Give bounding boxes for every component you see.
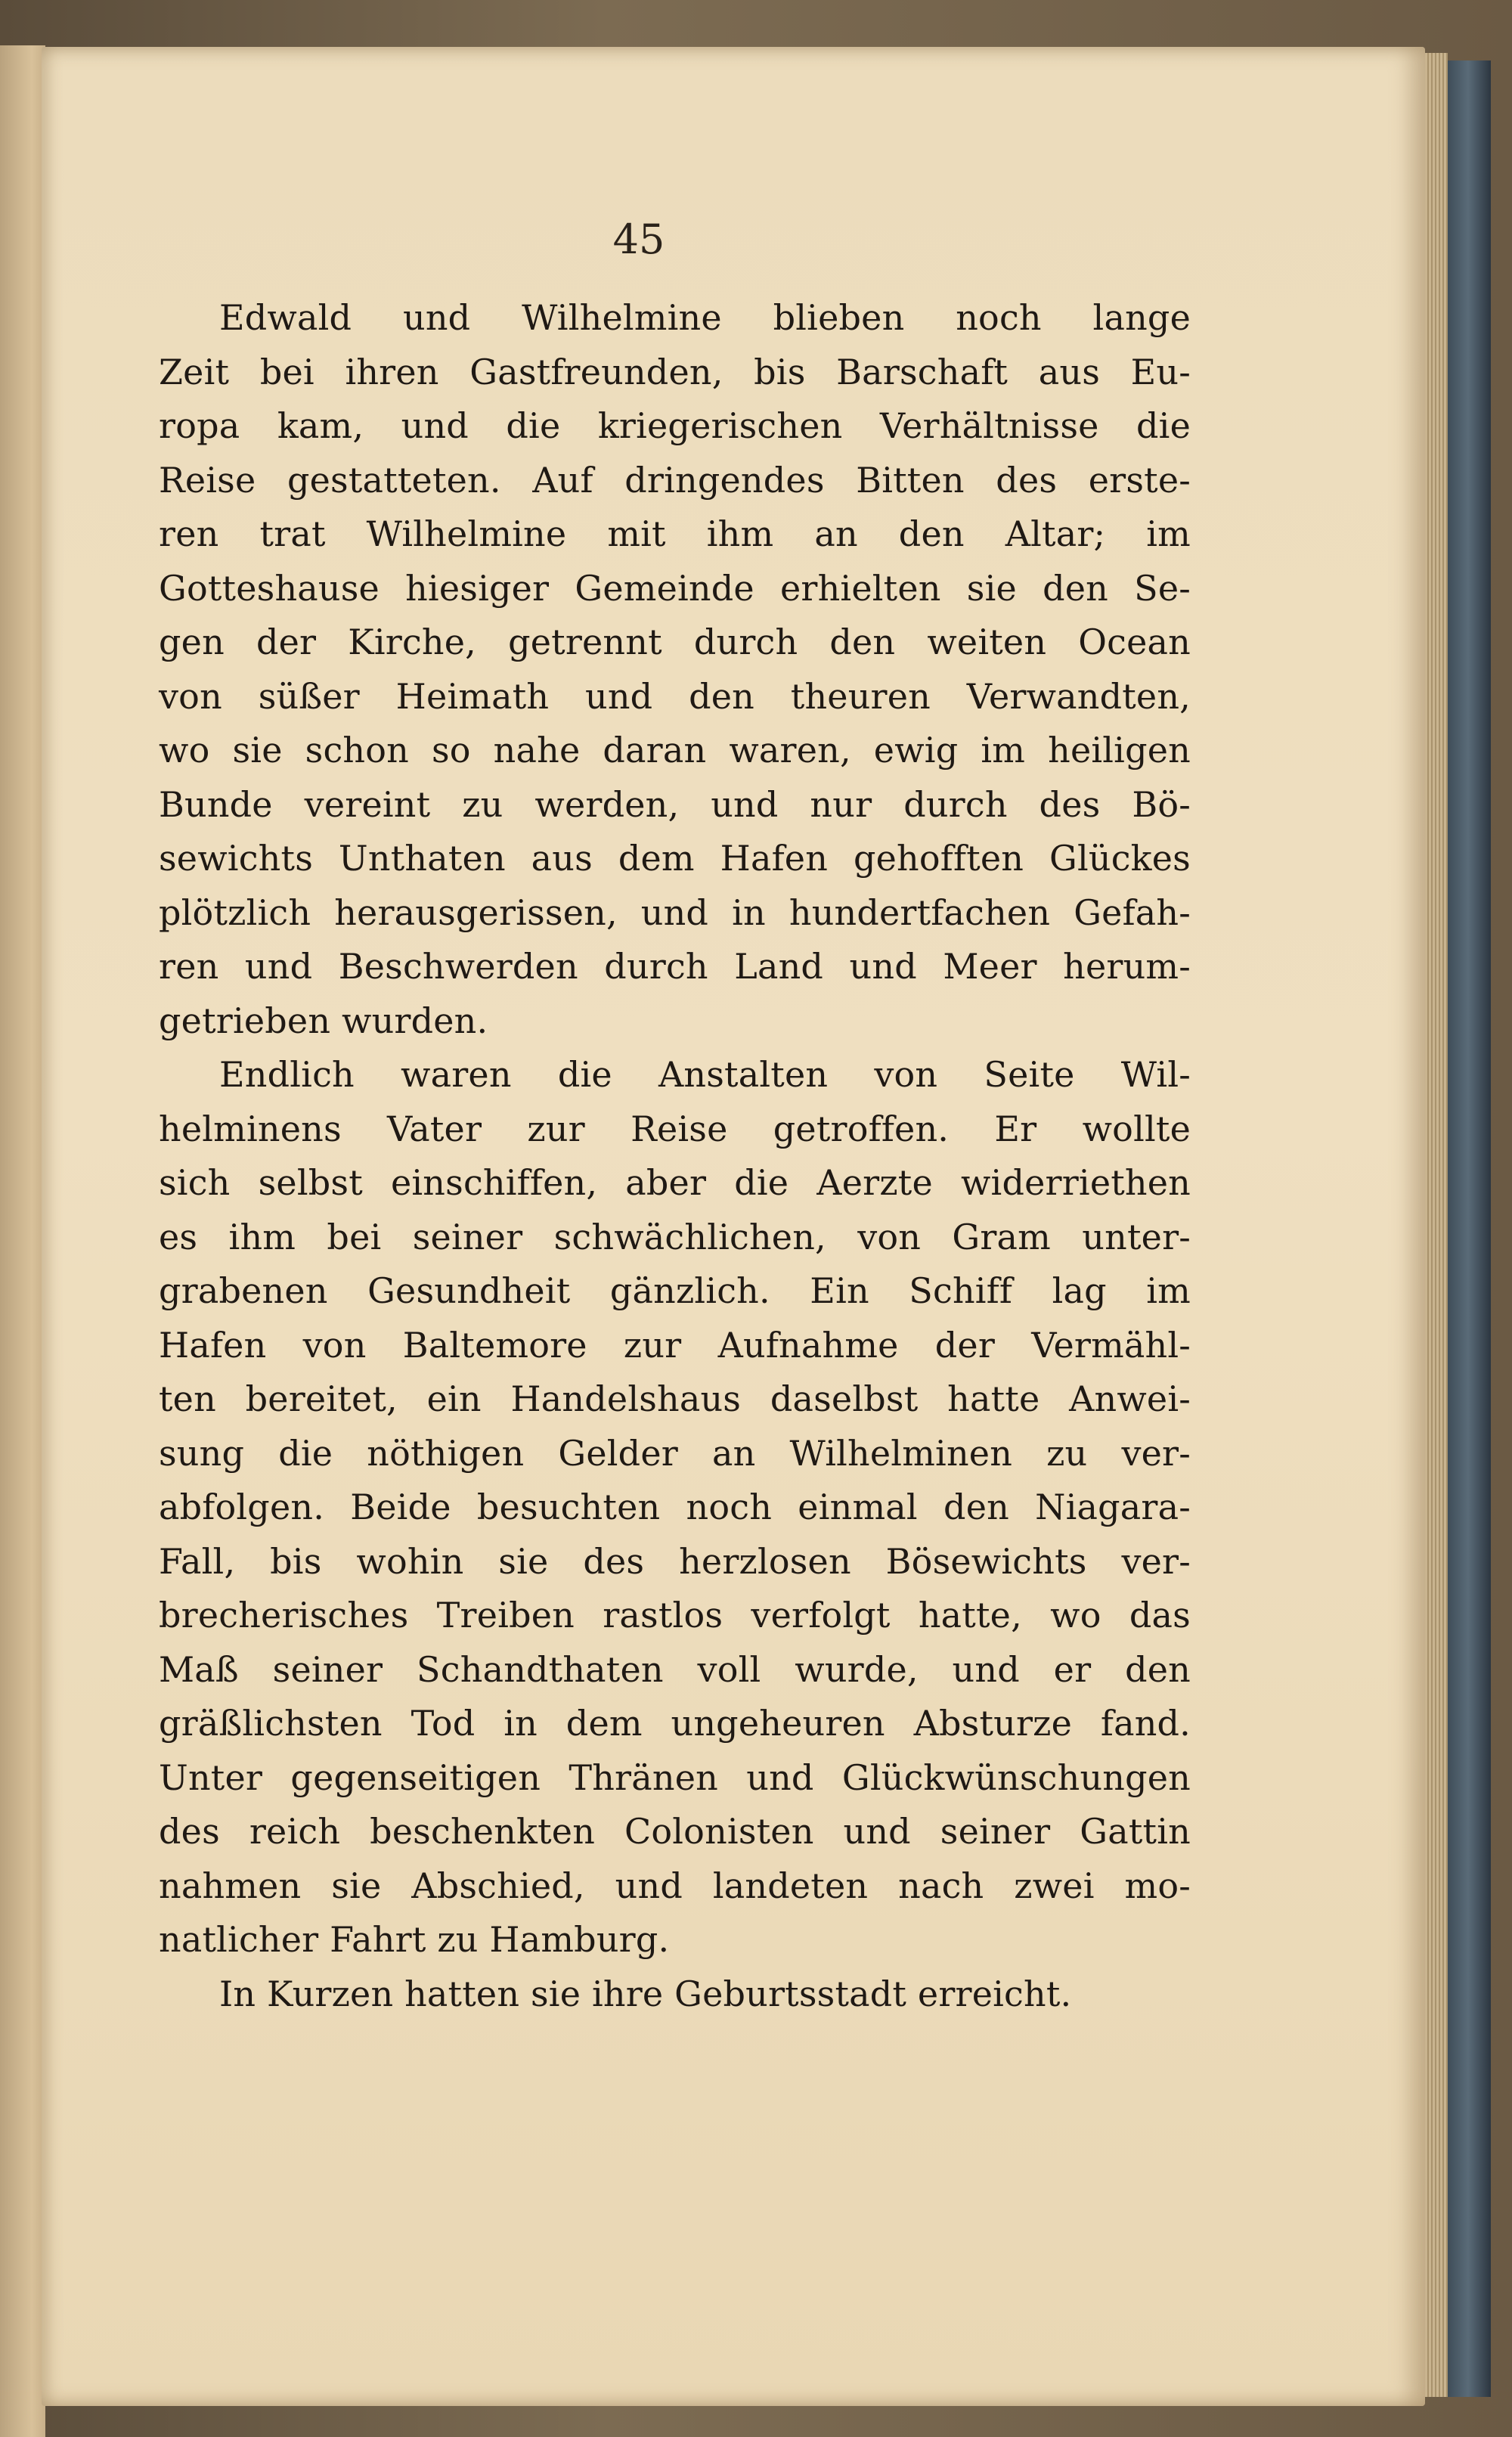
- text-line: Maß seiner Schandthaten voll wurde, und er den: [159, 1648, 1191, 1690]
- text-line: grabenen Gesundheit gänzlich. Ein Schiff lag im: [159, 1270, 1191, 1311]
- text-line: ren trat Wilhelmine mit ihm an den Altar; im: [159, 513, 1191, 554]
- text-line: nahmen sie Abschied, und landeten nach zwei mo-: [159, 1865, 1191, 1906]
- text-line: abfolgen. Beide besuchten noch einmal den Niagara-: [159, 1487, 1191, 1527]
- text-line: gen der Kirche, getrennt durch den weiten Ocean: [159, 622, 1191, 662]
- book-cover-edge: [1445, 60, 1491, 2397]
- text-line: Unter gegenseitigen Thränen und Glückwünschungen: [159, 1756, 1191, 1798]
- text-line: Reise gestatteten. Auf dringendes Bitten des erste-: [159, 459, 1191, 501]
- facing-page-edge: [0, 45, 45, 2437]
- text-line: Edwald und Wilhelmine blieben noch lange: [219, 297, 1191, 338]
- text-line: helminens Vater zur Reise getroffen. Er wollte: [159, 1108, 1191, 1149]
- text-line: Zeit bei ihren Gastfreunden, bis Barschaft aus Eu-: [159, 351, 1191, 392]
- text-line: von süßer Heimath und den theuren Verwandten,: [159, 675, 1191, 717]
- text-line: gräßlichsten Tod in dem ungeheuren Absturze fand.: [159, 1703, 1191, 1744]
- body-text: [159, 291, 1191, 2021]
- text-line: Bunde vereint zu werden, und nur durch des Bö-: [159, 783, 1191, 825]
- text-line: brecherisches Treiben rastlos verfolgt hatte, wo das: [159, 1595, 1191, 1636]
- text-line: Hafen von Baltemore zur Aufnahme der Vermähl-: [159, 1324, 1191, 1366]
- text-line: In Kurzen hatten sie ihre Geburtsstadt erreicht.: [219, 1973, 1072, 2014]
- text-line: Fall, bis wohin sie des herzlosen Bösewichts ver-: [159, 1540, 1191, 1582]
- text-line: sich selbst einschiffen, aber die Aerzte widerriethen: [159, 1162, 1191, 1203]
- text-line: des reich beschenkten Colonisten und seiner Gattin: [159, 1811, 1191, 1852]
- page-number: 45: [612, 215, 665, 263]
- text-line: ropa kam, und die kriegerischen Verhältnisse die: [159, 405, 1191, 446]
- text-line: wo sie schon so nahe daran waren, ewig im heiligen: [159, 730, 1191, 770]
- text-line: plötzlich herausgerissen, und in hundertfachen Gefah-: [159, 891, 1191, 933]
- text-line: natlicher Fahrt zu Hamburg.: [159, 1919, 670, 1960]
- text-line: Gotteshause hiesiger Gemeinde erhielten sie den Se-: [159, 567, 1191, 609]
- text-line: Endlich waren die Anstalten von Seite Wil-: [219, 1054, 1191, 1095]
- text-line: es ihm bei seiner schwächlichen, von Gram unter-: [159, 1216, 1191, 1257]
- text-line: ten bereitet, ein Handelshaus daselbst hatte Anwei-: [159, 1378, 1191, 1419]
- text-line: sewichts Unthaten aus dem Hafen gehofften Glückes: [159, 838, 1191, 879]
- text-line: sung die nöthigen Gelder an Wilhelminen zu ver-: [159, 1432, 1191, 1474]
- text-line: ren und Beschwerden durch Land und Meer herum-: [159, 946, 1191, 987]
- text-line: getrieben wurden.: [159, 1000, 488, 1041]
